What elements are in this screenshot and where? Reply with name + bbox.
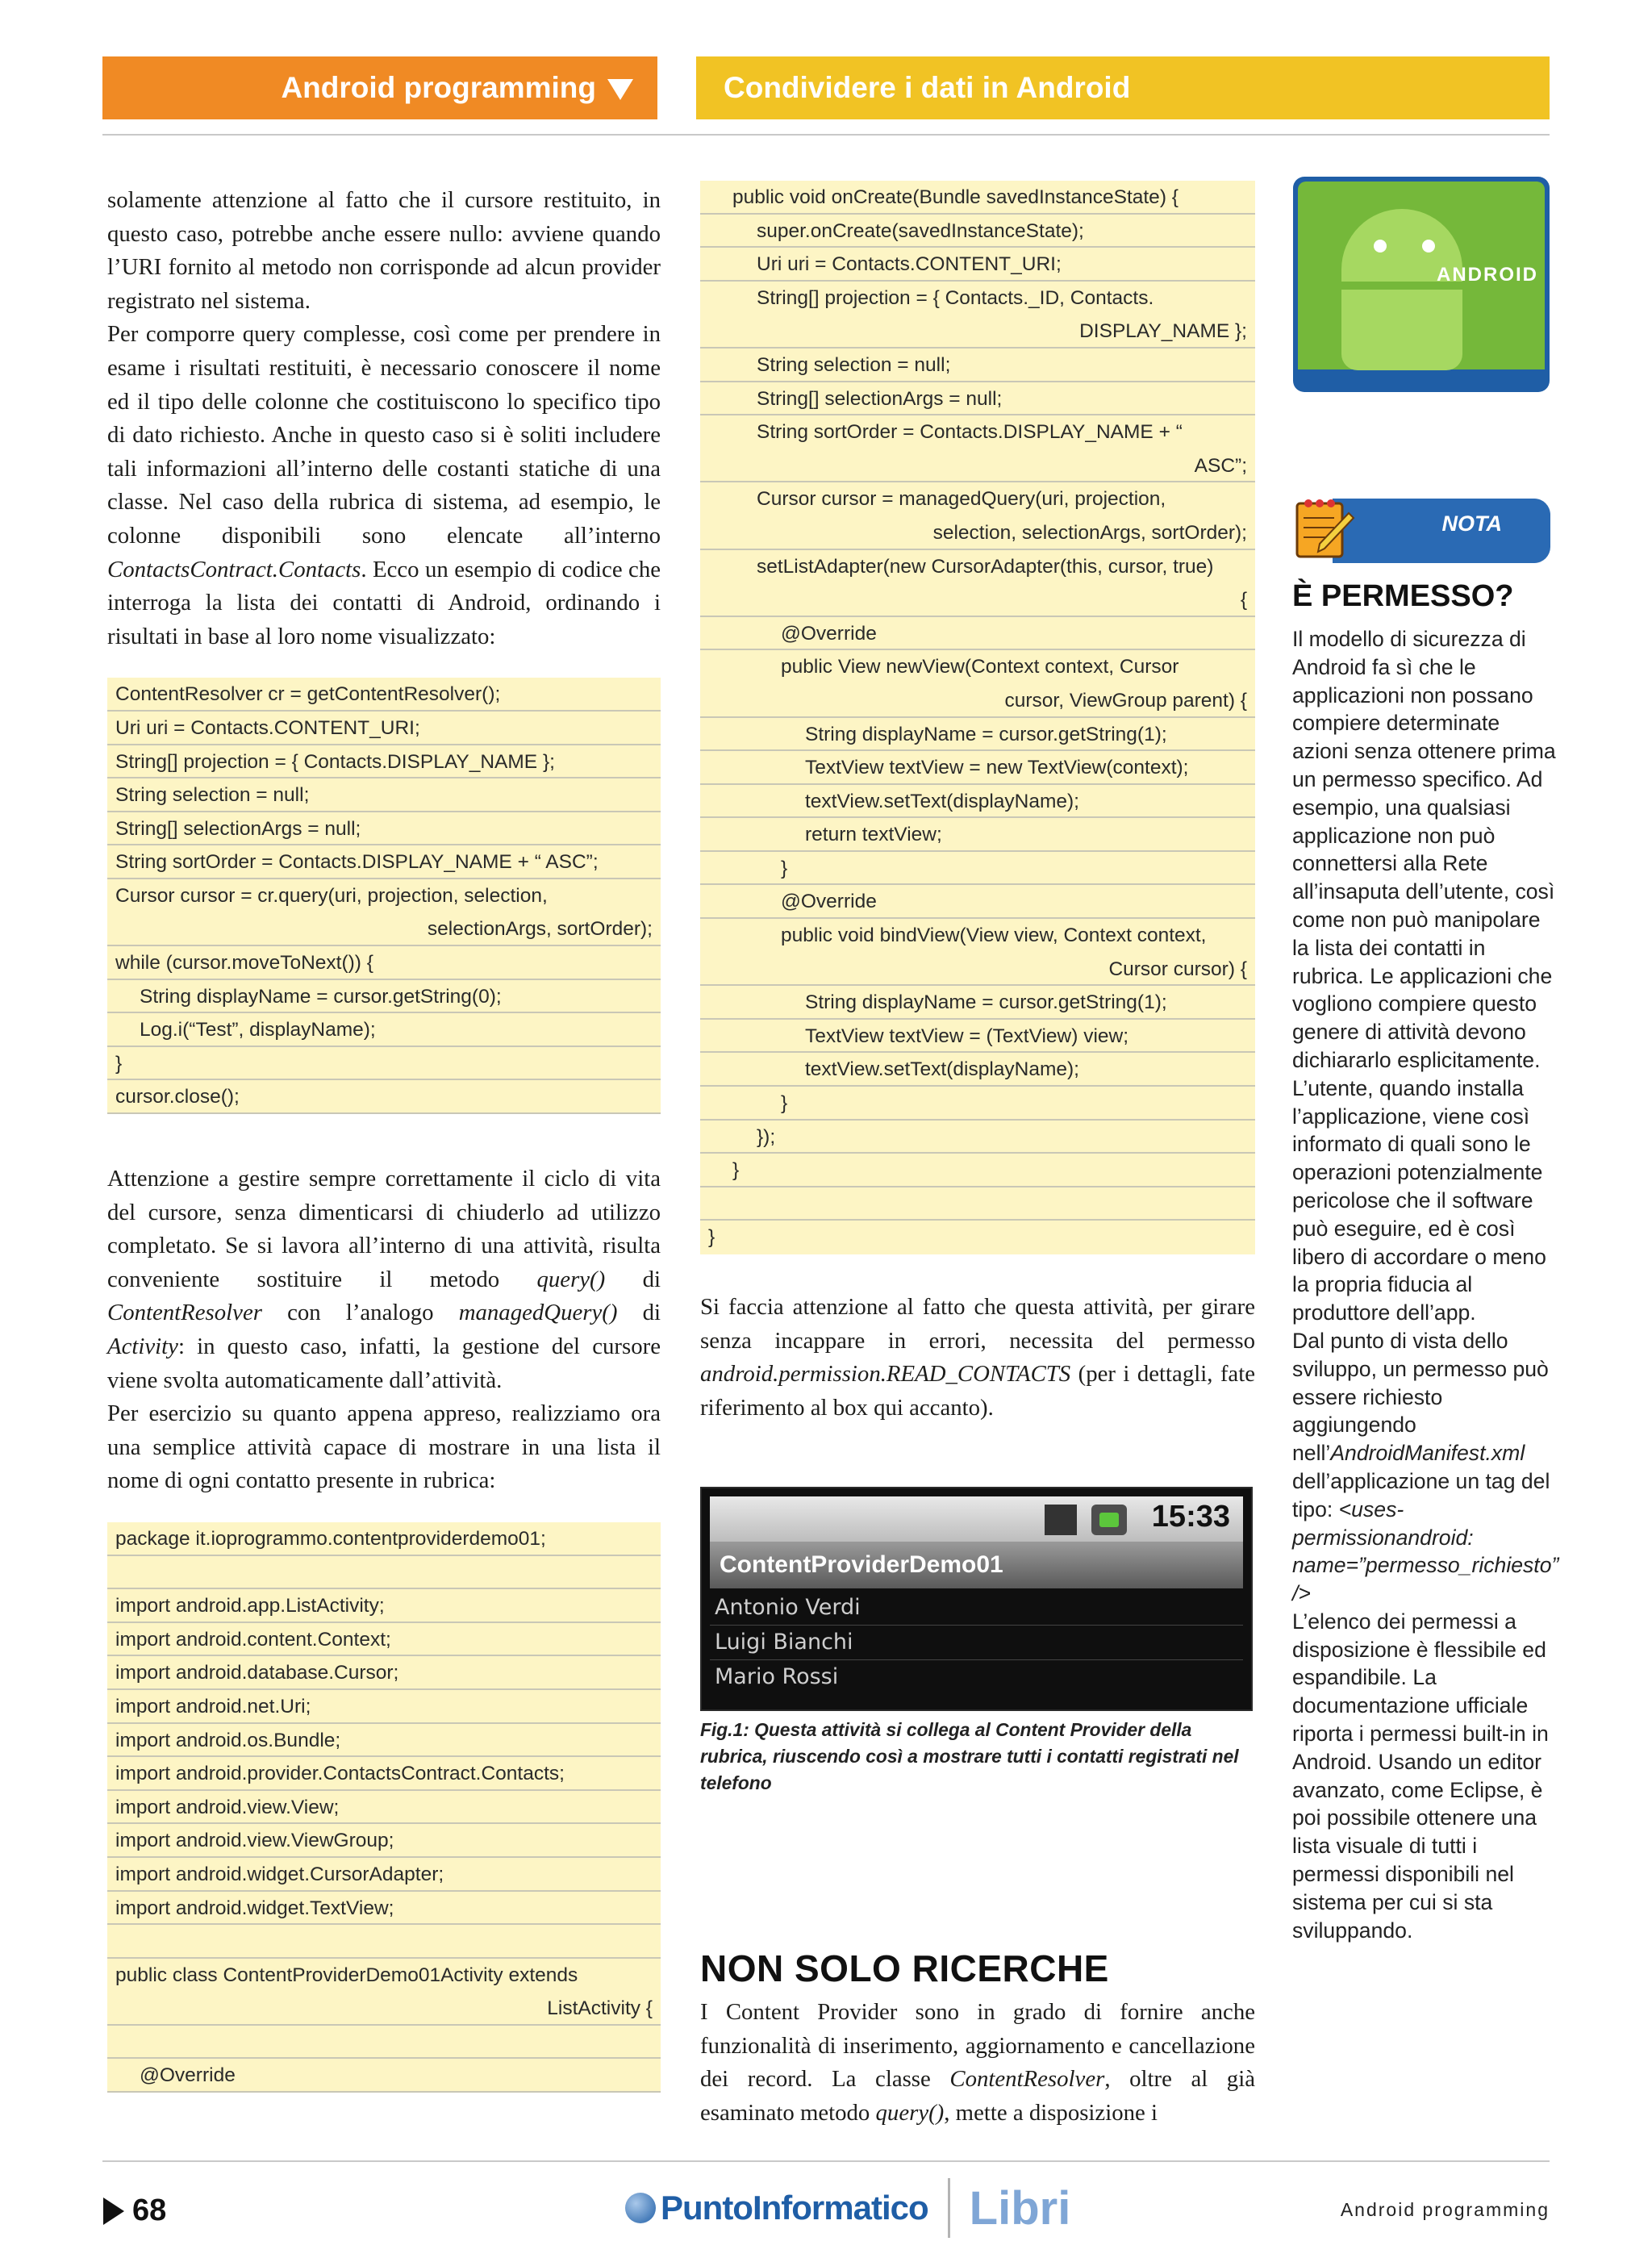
- code-line: @Override: [107, 2059, 661, 2093]
- code-line: [700, 1187, 1255, 1221]
- android-logo-image: [1293, 177, 1550, 392]
- header-section-tab: [102, 56, 657, 119]
- code-line: String[] projection = { Contacts._ID, Contacts.: [757, 286, 1154, 309]
- code-line: String[] selectionArgs = null;: [700, 382, 1255, 416]
- code-line: String displayName = cursor.getString(0);: [107, 980, 661, 1014]
- code-line: public void bindView(View view, Context context,: [781, 924, 1207, 947]
- code-block-query: [107, 678, 661, 1114]
- figure-caption: Fig.1: Questa attività si collega al Content Provider della rubrica, riuscendo così a mostrare tutti i contatti registrati nel telefono: [700, 1719, 1239, 1793]
- triangle-down-icon: [607, 79, 633, 100]
- code-line: cursor, ViewGroup parent) {: [700, 684, 1255, 718]
- code-line: selectionArgs, sortOrder);: [107, 912, 661, 946]
- globe-icon: [625, 2193, 656, 2223]
- paragraph-6: I Content Provider sono in grado di fornire anche funzionalità di inserimento, aggiornamento e cancellazione dei record. La classe ContentResolver, oltre al già esaminato metodo query(), mette a disposizione i: [700, 1999, 1255, 2126]
- code-line: import android.os.Bundle;: [107, 1724, 661, 1758]
- code-line: import android.app.ListActivity;: [107, 1589, 661, 1623]
- code-line: }: [107, 1047, 661, 1081]
- sidebar-text: [1292, 625, 1558, 1944]
- code-line: String displayName = cursor.getString(1);: [700, 718, 1255, 752]
- code-line: [107, 2026, 661, 2060]
- header-left-title: Android programming: [281, 71, 596, 104]
- publisher-logo: [625, 2178, 1070, 2238]
- code-line: import android.net.Uri;: [107, 1690, 661, 1724]
- section-heading: NON SOLO RICERCHE: [700, 1947, 1109, 1989]
- code-line: @Override: [700, 885, 1255, 919]
- column-middle: [700, 181, 1255, 1254]
- paragraph-3: Attenzione a gestire sempre correttamente il ciclo di vita del cursore, senza dimenticarsi di chiuderlo ad utilizzo completato. Se si lavora all’interno di una attività, risulta conveniente sostituire il metodo query() di ContentResolver con l’analogo managedQuery() di Activity: in questo caso, infatti, la gestione del cursore viene svolta automaticamente dall’attività.: [107, 1166, 661, 1393]
- nota-banner: [1292, 495, 1550, 563]
- code-line: Cursor cursor) {: [700, 953, 1255, 987]
- code-line: String selection = null;: [107, 778, 661, 812]
- code-line: textView.setText(displayName);: [700, 1053, 1255, 1087]
- code-line: Uri uri = Contacts.CONTENT_URI;: [700, 248, 1255, 282]
- code-line: import android.view.ViewGroup;: [107, 1824, 661, 1858]
- paragraph-1: solamente attenzione al fatto che il cursore restituito, in questo caso, potrebbe anche essere nullo: avviene quando l’URI fornito al metodo non corrisponde ad alcun provider registrato nel sistema.: [107, 187, 661, 314]
- status-clock: 15:33: [1151, 1500, 1230, 1534]
- code-line: package it.ioprogrammo.contentproviderdemo01;: [107, 1522, 661, 1556]
- page-number: 68: [103, 2193, 166, 2228]
- code-block-activity: [700, 181, 1255, 1254]
- paragraph-5: Si faccia attenzione al fatto che questa attività, per girare senza incappare in errori, necessita del permesso android.permission.READ_CONTACTS (per i dettagli, fate riferimento al box qui accanto).: [700, 1294, 1255, 1421]
- code-line: ASC”;: [700, 449, 1255, 483]
- header-divider: [102, 134, 1550, 136]
- code-line: }: [700, 852, 1255, 886]
- footer-divider: [102, 2160, 1550, 2162]
- sidebar-paragraph-1: Il modello di sicurezza di Android fa sì che le applicazioni non possano compiere determinate azioni senza ottenere prima un permesso specifico. Ad esempio, una qualsiasi applicazione non può connettersi alla Rete all’insaputa dell’utente, così come non può manipolare la lista dei contatti in rubrica. Le applicazioni che vogliono compiere questo genere di attività devono dichiararlo esplicitamente. L’utente, quando installa l’applicazione, viene così informato di quali sono le operazioni potenzialmente pericolose che il software può eseguire, ed è così libero di accordare o meno la propria fiducia al produttore dell’app.: [1292, 627, 1556, 1325]
- header-topic-tab: [696, 56, 1550, 119]
- logo-libri-text: Libri: [969, 2181, 1071, 2235]
- code-line: while (cursor.moveToNext()) {: [107, 946, 661, 980]
- code-line: setListAdapter(new CursorAdapter(this, cursor, true): [757, 555, 1214, 578]
- code-line: TextView textView = new TextView(context);: [700, 751, 1255, 785]
- code-line: String[] selectionArgs = null;: [107, 812, 661, 846]
- paragraph-2: Per comporre query complesse, così come per prendere in esame i risultati restituiti, è necessario conoscere il nome ed il tipo delle colonne che costituiscono lo specifico tipo di dato richiesto. Anche in questo caso si è soliti includere tali informazioni all’interno delle costanti statiche di una classe. Nel caso della rubrica di sistema, ad esempio, le colonne disponibili sono elencate all’interno ContactsContract.Contacts. Ecco un esempio di codice che interroga la lista dei contatti di Android, ordinando i risultati in base al loro nome visualizzato:: [107, 321, 661, 649]
- list-item[interactable]: Antonio Verdi: [710, 1590, 1243, 1626]
- code-line: }: [700, 1087, 1255, 1121]
- nota-label: NOTA: [1441, 511, 1502, 536]
- app-title-bar: ContentProviderDemo01: [710, 1542, 1243, 1588]
- code-line: TextView textView = (TextView) view;: [700, 1020, 1255, 1054]
- code-line: String[] projection = { Contacts.DISPLAY_NAME };: [107, 745, 661, 779]
- code-line: });: [700, 1121, 1255, 1154]
- code-line: textView.setText(displayName);: [700, 785, 1255, 819]
- code-line: import android.provider.ContactsContract.Contacts;: [107, 1757, 661, 1791]
- code-line: cursor.close();: [107, 1080, 661, 1114]
- code-line: String selection = null;: [700, 349, 1255, 382]
- code-line: DISPLAY_NAME };: [700, 315, 1255, 349]
- list-item[interactable]: Mario Rossi: [715, 1664, 839, 1689]
- sidebar-paragraph-2: Dal punto di vista dello sviluppo, un permesso può essere richiesto aggiungendo nell’AndroidManifest.xml dell’applicazione un tag del tipo: <uses-permissionandroid: name=”permesso_richiesto” />: [1292, 1328, 1559, 1606]
- status-bar: [710, 1496, 1243, 1542]
- column-middle-text: [700, 1291, 1255, 1425]
- code-line: import android.database.Cursor;: [107, 1656, 661, 1690]
- code-line: ContentResolver cr = getContentResolver();: [107, 678, 661, 712]
- code-line: return textView;: [700, 818, 1255, 852]
- header-right-title: Condividere i dati in Android: [724, 71, 1131, 104]
- code-line: String sortOrder = Contacts.DISPLAY_NAME + “ ASC”;: [107, 845, 661, 879]
- triangle-right-icon: [103, 2197, 124, 2225]
- column-left: [107, 184, 661, 2093]
- code-line: selection, selectionArgs, sortOrder);: [700, 516, 1255, 550]
- battery-icon: [1091, 1505, 1127, 1535]
- paragraph-4: Per esercizio su quanto appena appreso, realizziamo ora una semplice attività capace di mostrare in una lista il nome di ogni contatto presente in rubrica:: [107, 1400, 661, 1494]
- code-line: Cursor cursor = cr.query(uri, projection, selection,: [115, 884, 548, 907]
- code-line: import android.content.Context;: [107, 1623, 661, 1657]
- code-line: public View newView(Context context, Cursor: [781, 656, 1179, 678]
- notepad-pencil-icon: [1292, 495, 1357, 563]
- code-line: [107, 1556, 661, 1590]
- code-line: Cursor cursor = managedQuery(uri, projection,: [757, 488, 1166, 511]
- footer-title: Android programming: [1340, 2199, 1550, 2220]
- code-line: public class ContentProviderDemo01Activity extends: [115, 1964, 578, 1986]
- code-line: }: [700, 1154, 1255, 1187]
- code-line: import android.widget.TextView;: [107, 1892, 661, 1926]
- code-line: import android.widget.CursorAdapter;: [107, 1858, 661, 1892]
- code-line: Log.i(“Test”, displayName);: [107, 1013, 661, 1047]
- code-line: super.onCreate(savedInstanceState);: [700, 215, 1255, 248]
- logo-main-text: PuntoInformatico: [661, 2189, 928, 2227]
- column-middle-bottom: [700, 1996, 1255, 2130]
- android-wordmark: ANDROID: [1437, 264, 1538, 286]
- sidebar-paragraph-3: L’elenco dei permessi a disposizione è flessibile ed espandibile. La documentazione ufficiale riporta i permessi built-in in Android. Usando un editor avanzato, come Eclipse, è poi possibile ottenere una lista visuale di tutti i permessi disponibili nel sistema per cui si sta sviluppando.: [1292, 1609, 1549, 1943]
- code-line: String sortOrder = Contacts.DISPLAY_NAME + “: [757, 421, 1183, 444]
- code-line: {: [700, 583, 1255, 617]
- code-line: Uri uri = Contacts.CONTENT_URI;: [107, 712, 661, 745]
- list-item[interactable]: Luigi Bianchi: [710, 1625, 1243, 1660]
- app-screenshot: [700, 1487, 1253, 1711]
- code-line: ListActivity {: [107, 1992, 661, 2026]
- code-line: import android.view.View;: [107, 1791, 661, 1825]
- code-block-imports: [107, 1522, 661, 2093]
- code-line: String displayName = cursor.getString(1);: [700, 986, 1255, 1020]
- code-line: [107, 1925, 661, 1959]
- code-line: }: [708, 1226, 715, 1249]
- sidebar-title: È PERMESSO?: [1292, 579, 1514, 613]
- signal-icon: [1045, 1505, 1077, 1535]
- code-line: @Override: [700, 617, 1255, 651]
- code-line: public void onCreate(Bundle savedInstanceState) {: [700, 181, 1255, 215]
